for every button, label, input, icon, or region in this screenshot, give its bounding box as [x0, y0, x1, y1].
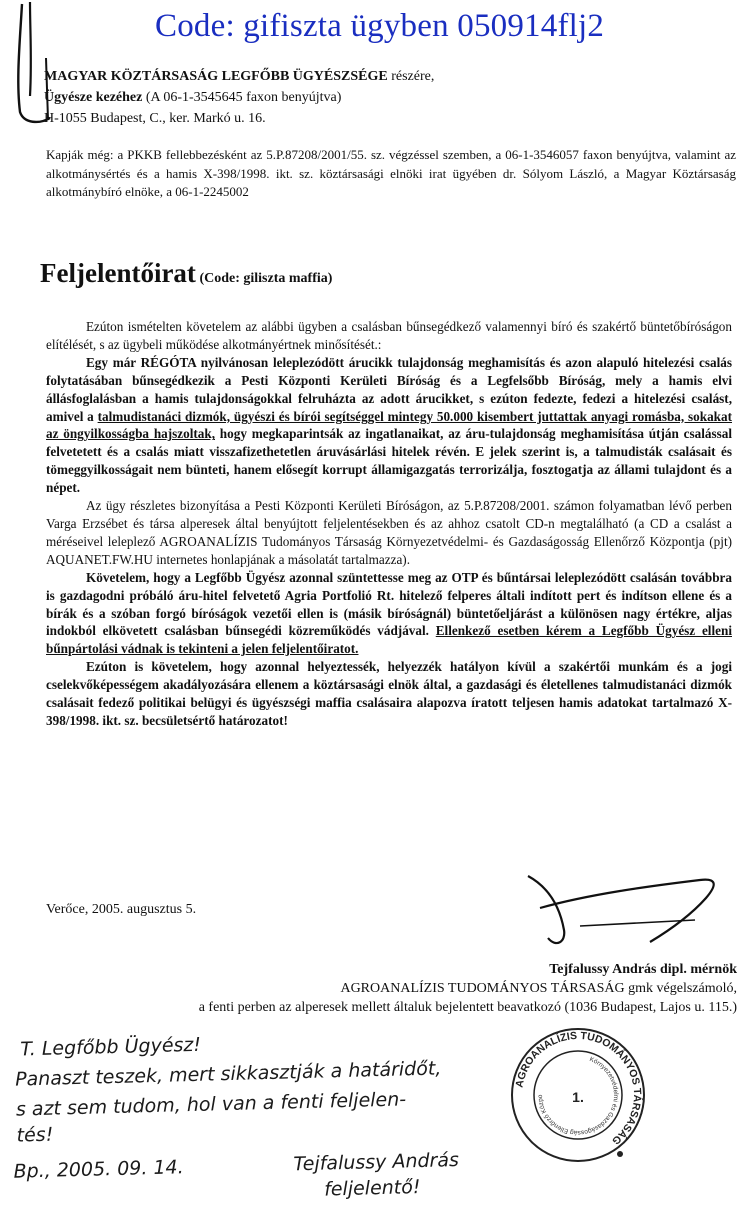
- signer-name: Tejfalussy András dipl. mérnök: [549, 962, 737, 977]
- body-paragraph-3: Az ügy részletes bizonyítása a Pesti Központi Kerületi Bíróságon, az 5.P.87208/2001. számon folyamatban lévő perben Varga Erzsébet és társa alperesek által benyújtott feljelentésekben és az ahhoz csatolt CD-n megtalálható (a CD a csalást a méréseivel leleplező AGROANALÍZIS Tudományos Társaság Környezetvédelmi- és Gazdaságosság Ellenőrző Központja (pjt) AQUANET.FW.HU internetes honlapjának a másolatát tartalmazza).: [46, 498, 732, 567]
- stamp-ring-text: AGROANALÍZIS TUDOMÁNYOS TÁRSASÁG: [513, 1029, 644, 1147]
- recipient-line: MAGYAR KÖZTÁRSASÁG LEGFŐBB ÜGYÉSZSÉGE részére,: [44, 69, 435, 84]
- round-stamp: [508, 1020, 648, 1170]
- signer-organization: AGROANALÍZIS TUDOMÁNYOS TÁRSASÁG gmk végelszámoló,: [340, 981, 737, 996]
- document-title-code: (Code: giliszta maffia): [195, 271, 333, 286]
- body-paragraph-5: Ezúton is követelem, hogy azonnal helyeztessék, helyezzék hatályon kívül a szakértői munkám és a jogi cselekvőképességem akadályozására ellenem a köztársasági elnök által, a gazdasági és életellenes talmudistanáci dizmók csalásait fedező politikai belügyi és ügyészségi maffia csalásaira alapozva íratott teljesen hamis adatokat tartalmazó X-398/1998. ikt. sz. becsületsértő határozatot!: [46, 659, 732, 728]
- document-body: [46, 318, 732, 730]
- body-paragraph-2: Egy már RÉGÓTA nyilvánosan leleplezódött árucikk tulajdonság meghamisítás és azon alapuló hitelezési csalás folytatásában bűnsegédkezik a Pesti Központi Kerületi Bíróság és a Legfelsőbb Bíróság, mely a hamis elvi állásfoglalásban a hamis tulajdonságokkal felruházta az adott árucikket, s ezúton fedezte, fedezi a hitelezési csalást, amivel a talmudistanáci dizmók, ügyészi és bírói segítséggel mintegy 50.000 kisembert juttattak anyagi romásba, sokakat az öngyilkosságba hajszoltak, hogy megkaparintsák az ingatlanaikat, az áru-tulajdonság meghamisítása útján csalással felvetetett és a csalás miatt visszafizethetetlen áruvásárlási hitelek révén. E jelek szerint is, a talmudisták csalásait és tömeggyilkosságait nem bünteti, hanem elősegít korrupt államigazgatás terrorizálja, fosztogatja az állami tulajdont és a népet.: [46, 354, 732, 496]
- signer-role: a fenti perben az alperesek mellett általuk bejelentett beavatkozó (1036 Budapest, Lajos u. 115.): [198, 1000, 737, 1015]
- address-block: [44, 66, 744, 129]
- stamp-number: 1.: [572, 1089, 584, 1105]
- handwritten-line-1: T. Legfőbb Ügyész!: [20, 1033, 202, 1061]
- date-line: Verőce, 2005. augusztus 5.: [46, 902, 197, 917]
- recipient-attention-line: Ügyésze kezéhez (A 06-1-3545645 faxon benyújtva): [44, 90, 342, 105]
- signature-block: [27, 960, 737, 1017]
- case-code-header: Code: gifiszta ügyben 050914flj2: [155, 8, 605, 44]
- copy-recipients-paragraph: Kapják még: a PKKB fellebbezésként az 5.P.87208/2001/55. sz. végzéssel szemben, a 06-1-3546057 faxon benyújtva, valamint az alkotmánysértés és a hamis X-398/1998. ikt. sz. köztársasági elnöki irat ügyében dr. Sólyom László, a Magyar Köztársaság alkotmánybíró elnöke, a 06-1-2245002: [46, 147, 736, 199]
- handwritten-date: Bp., 2005. 09. 14.: [13, 1156, 184, 1183]
- handwritten-line-4: tés!: [16, 1123, 54, 1147]
- body-paragraph-1: Ezúton ismételten követelem az alábbi ügyben a csalásban bűnsegédkező valamennyi bíró és szakértő büntetőbíróságon elítélését, s az ügybeli működése alkotmányértnek minősítését.:: [46, 319, 732, 352]
- recipient-address-line: H-1055 Budapest, C., ker. Markó u. 16.: [44, 111, 266, 126]
- handwritten-line-2: Panaszt teszek, mert sikkasztják a határidőt,: [14, 1057, 442, 1091]
- handwritten-signature-role: feljelentő!: [323, 1176, 421, 1201]
- document-title: Feljelentőirat (Code: giliszta maffia): [40, 258, 333, 288]
- handwritten-note: [0, 1035, 530, 1213]
- stamp-inner-text: Környezetvédelmi és Gazdaságosság Ellenőrző Közpo: [536, 1056, 620, 1137]
- body-paragraph-4: Követelem, hogy a Legfőbb Ügyész azonnal szüntettesse meg az OTP és bűntársai leleplezódött csalásán továbbra is gazdagodni próbáló áru-hitel felvetető Agria Portfolió Rt. hitelező felperes általi indított pert és indítson ellene és a bírák és a szóban forgó bíróságok vezetői ellen is (másik bíróságnál) büntetőeljárást a különösen nagy értékre, aljas indokból elkövetett csalásban bűnsegédi közreműködés vádjával. Ellenkező esetben kérem a Legfőbb Ügyész elleni bűnpártolási vádnak is tekinteni a jelen feljelentőiratot.: [46, 569, 732, 657]
- handwritten-line-3: s azt sem tudom, hol van a fenti feljelen-: [15, 1088, 407, 1121]
- handwritten-signature: [520, 868, 730, 958]
- handwritten-signature-name: Tejfalussy András: [293, 1149, 460, 1176]
